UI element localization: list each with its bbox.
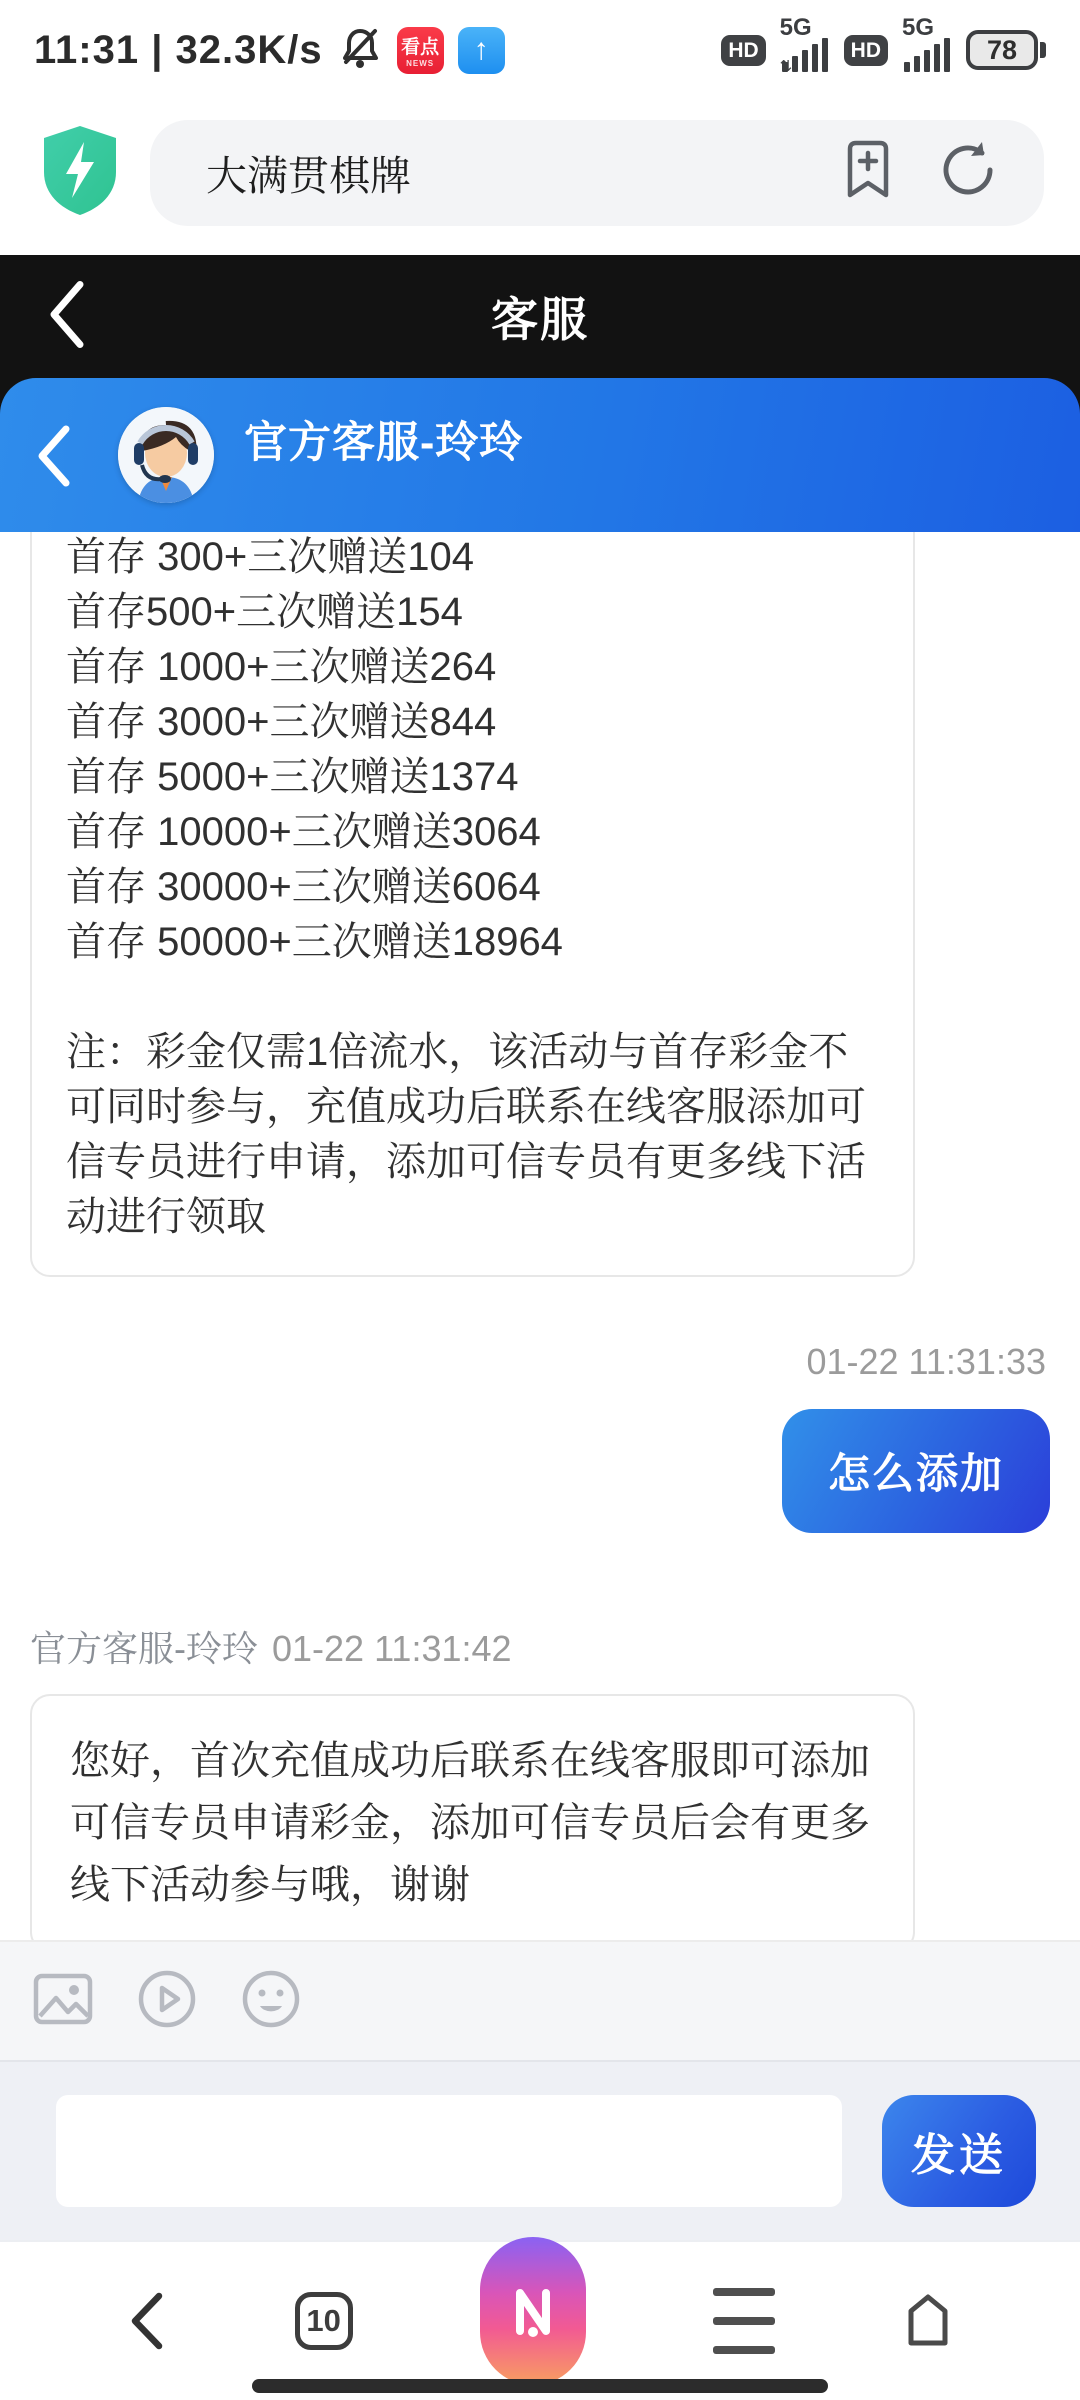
composer-toolbar xyxy=(0,1940,1080,2060)
promo-line: 首存 30000+三次赠送6064 xyxy=(66,865,541,909)
upload-arrow-icon: ↑ xyxy=(458,27,505,74)
promo-line: 首存 1000+三次赠送264 xyxy=(66,645,497,689)
agent-avatar xyxy=(118,407,214,503)
promo-line: 首存 10000+三次赠送3064 xyxy=(66,810,541,854)
home-icon[interactable] xyxy=(903,2291,953,2351)
browser-home-logo-button[interactable] xyxy=(480,2237,586,2385)
promo-message-bubble xyxy=(30,532,915,1277)
agent-label: 官方客服-玲玲 xyxy=(30,1628,258,1669)
promo-line: 首存 3000+三次赠送844 xyxy=(66,700,497,744)
chat-header xyxy=(0,378,1080,532)
send-button[interactable]: 发送 xyxy=(882,2095,1036,2207)
emoji-icon[interactable] xyxy=(240,1968,302,2035)
agent-message-meta xyxy=(30,1621,1050,1672)
message-input[interactable] xyxy=(56,2095,842,2207)
browser-url-bar xyxy=(0,90,1080,255)
tab-count-button[interactable]: 10 xyxy=(295,2292,353,2350)
address-field[interactable] xyxy=(150,120,1044,226)
promo-line: 首存 300+三次赠送104 xyxy=(66,535,474,579)
video-attach-icon[interactable] xyxy=(136,1968,198,2035)
signal-bars-1-icon: 5G ⇅ xyxy=(782,28,828,72)
home-indicator-bar[interactable] xyxy=(252,2379,828,2393)
user-message-bubble: 怎么添加 xyxy=(782,1409,1050,1533)
page-title: 客服 xyxy=(491,293,589,346)
battery-icon: 78 xyxy=(966,30,1046,70)
security-shield-icon[interactable] xyxy=(36,120,124,225)
chat-message-list[interactable] xyxy=(0,532,1080,1940)
bell-muted-icon xyxy=(337,25,383,76)
chat-agent-name: 官方客服-玲玲 xyxy=(244,418,524,467)
status-bar xyxy=(0,0,1080,90)
signal-bars-2-icon: 5G xyxy=(904,28,950,72)
user-message-timestamp: 01-22 11:31:33 xyxy=(806,1341,1046,1382)
promo-line: 首存 50000+三次赠送18964 xyxy=(66,920,563,964)
back-icon[interactable] xyxy=(44,276,90,357)
agent-reply-bubble: 您好，首次充值成功后联系在线客服即可添加可信专员申请彩金，添加可信专员后会有更多线下活动参与哦，谢谢 xyxy=(30,1694,915,1940)
chat-header-wrap xyxy=(0,378,1080,532)
bookmark-add-icon[interactable] xyxy=(842,139,894,206)
hd-badge-1: HD xyxy=(721,35,765,66)
message-composer xyxy=(0,2060,1080,2240)
refresh-icon[interactable] xyxy=(938,140,998,205)
kandian-app-icon: 看点 NEWS xyxy=(397,27,444,74)
promo-line: 首存500+三次赠送154 xyxy=(66,590,463,634)
hd-badge-2: HD xyxy=(844,35,888,66)
browser-navbar xyxy=(0,2240,1080,2400)
url-text: 大满贯棋牌 xyxy=(206,153,411,199)
nav-back-icon[interactable] xyxy=(127,2290,167,2352)
promo-note: 注：彩金仅需1倍流水，该活动与首存彩金不可同时参与，充值成功后联系在线客服添加可信专员进行申请，添加可信专员有更多线下活动进行领取 xyxy=(66,1030,866,1239)
image-attach-icon[interactable] xyxy=(32,1968,94,2035)
promo-line: 首存 5000+三次赠送1374 xyxy=(66,755,519,799)
status-time-speed: 11:31 | 32.3K/s xyxy=(34,27,323,72)
page-title-bar xyxy=(0,255,1080,378)
menu-icon[interactable] xyxy=(713,2288,775,2354)
agent-message-timestamp: 01-22 11:31:42 xyxy=(272,1628,512,1669)
chat-back-icon[interactable] xyxy=(34,423,74,494)
